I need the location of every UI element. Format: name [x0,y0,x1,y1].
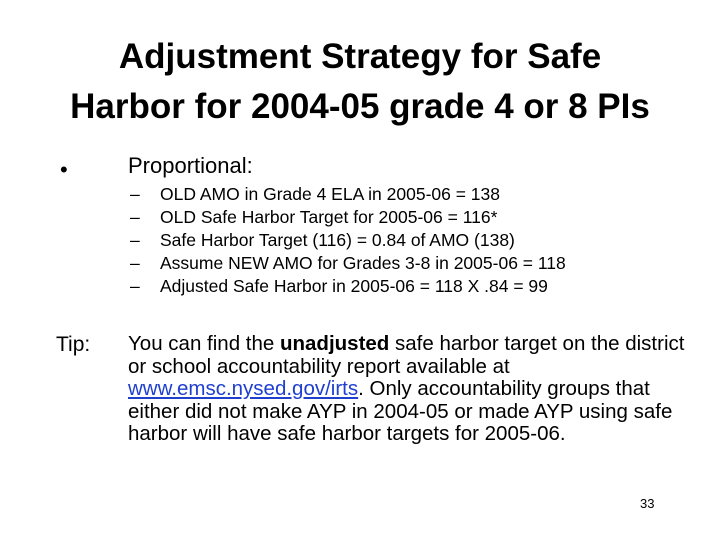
list-item [130,252,566,275]
list-item-text: Adjusted Safe Harbor in 2005-06 = 118 X .84 = 99 [160,276,548,296]
page-number: 33 [640,496,655,511]
list-item [130,183,566,206]
slide-title-line-2: Harbor for 2004-05 grade 4 or 8 PIs [70,87,650,126]
slide-title-line-1: Adjustment Strategy for Safe [118,37,602,76]
tip-label: Tip: [56,333,91,356]
tip-text-end: . Only accountability groups that either did not make AYP in 2004-05 or made AYP using safe harbor will have safe harbor targets for 2005-06. [128,377,673,445]
list-item [130,206,566,229]
tip-text [128,333,688,446]
list-item-text: OLD AMO in Grade 4 ELA in 2005-06 = 138 [160,184,501,204]
list-item [130,275,566,298]
slide-title [0,32,720,132]
dash-marker: – [130,184,140,204]
bullet-label: Proportional: [128,153,253,178]
dash-marker: – [130,253,140,273]
list-item [130,229,566,252]
list-item-text: Safe Harbor Target (116) = 0.84 of AMO (138) [160,230,515,250]
dash-marker: – [130,276,140,296]
tip-text-middle: safe harbor target on the district or school accountability report available at [128,332,685,378]
dash-marker: – [130,230,140,250]
list-item-text: OLD Safe Harbor Target for 2005-06 = 116* [160,207,498,227]
dash-marker: – [130,207,140,227]
irts-link[interactable]: www.emsc.nysed.gov/irts [128,377,359,400]
list-item-text: Assume NEW AMO for Grades 3-8 in 2005-06 = 118 [160,253,566,273]
tip-text-emphasis: unadjusted [279,332,390,355]
bullet-marker: • [60,157,68,182]
sub-bullet-list [130,183,566,298]
tip-text-intro: You can find the [128,332,280,355]
